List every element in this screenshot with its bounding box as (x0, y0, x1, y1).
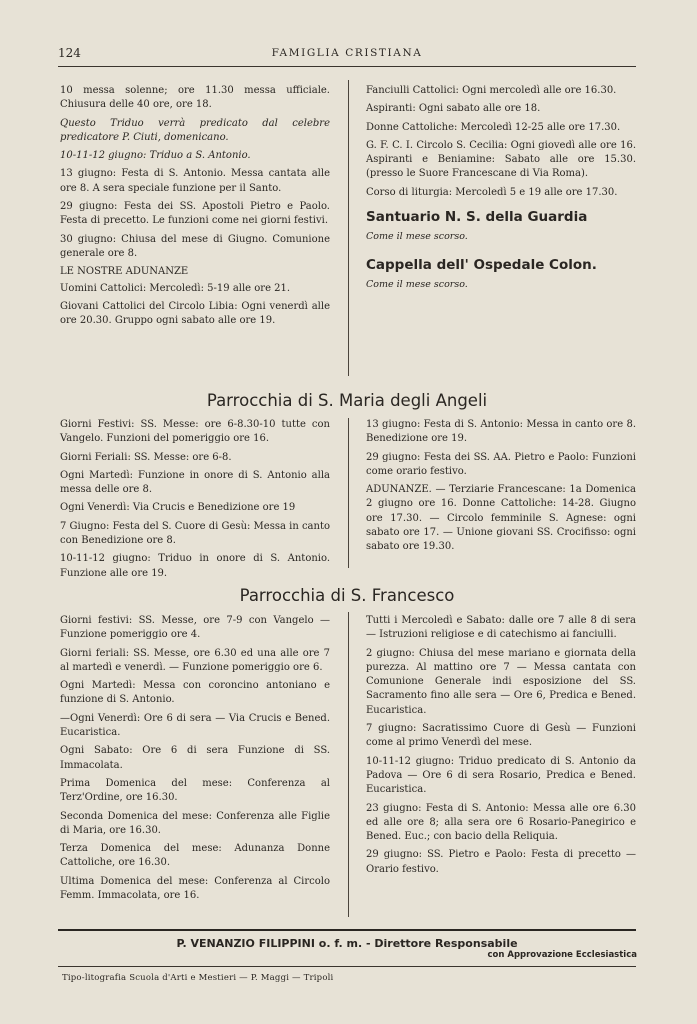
paragraph: Donne Cattoliche: Mercoledì 12-25 alle ore 17.30. (366, 121, 621, 133)
paragraph: Questo Triduo verrà predicato dal celebre predicatore P. Ciuti, domenicano. (60, 117, 330, 143)
paragraph: Seconda Domenica del mese: Conferenza alle Figlie di Maria, ore 16.30. (60, 810, 330, 836)
column-divider (348, 418, 349, 568)
section1-right-column (366, 84, 636, 293)
printer-line: Tipo-litografia Scuola d'Arti e Mestieri — P. Maggi — Tripoli (62, 973, 334, 983)
section1-left-column (60, 84, 330, 332)
paragraph: 10-11-12 giugno: Triduo a S. Antonio. (60, 150, 251, 162)
paragraph: 23 giugno: Festa di S. Antonio: Messa alle ore 6.30 ed alle ore 8; alla sera ore 6 Rosario-Panegirico e Bened. Euc.; con bacio della Reliquia. (366, 802, 636, 843)
paragraph: Corso di liturgia: Mercoledì 5 e 19 alle ore 17.30. (366, 186, 618, 198)
paragraph: Ogni Martedì: Funzione in onore di S. Antonio alla messa delle ore 8. (60, 469, 330, 496)
paragraph: Prima Domenica del mese: Conferenza al Terz'Ordine, ore 16.30. (60, 777, 330, 804)
column-divider (348, 80, 349, 376)
section3-left-column (60, 614, 330, 907)
paragraph: Giorni festivi: SS. Messe, ore 7-9 con Vangelo — Funzione pomeriggio ore 4. (60, 615, 330, 641)
paragraph: Giorni feriali: SS. Messe, ore 6.30 ed una alle ore 7 al martedì e venerdì. — Funzione pomeriggio ore 6. (60, 647, 330, 673)
approval-line: con Approvazione Ecclesiastica (487, 950, 637, 960)
paragraph: 13 giugno: Festa di S. Antonio. Messa cantata alle ore 8. A sera speciale funzione per il Santo. (60, 168, 330, 194)
paragraph: Aspiranti: Ogni sabato alle ore 18. (366, 103, 541, 115)
paragraph: Ultima Domenica del mese: Conferenza al Circolo Femm. Immacolata, ore 16. (60, 875, 330, 902)
paragraph: Giorni Festivi: SS. Messe: ore 6-8.30-10 tutte con Vangelo. Funzioni del pomeriggio ore 16. (60, 419, 330, 445)
paragraph: 10-11-12 giugno: Triduo predicato di S. Antonio da Padova — Ore 6 di sera Rosario, Predica e Bened. Eucaristica. (366, 755, 636, 796)
paragraph: Ogni Sabato: Ore 6 di sera Funzione di SS. Immacolata. (60, 745, 330, 771)
section2-right-column (366, 418, 636, 559)
cappella-heading: Cappella dell' Ospedale Colon. (366, 257, 597, 274)
paragraph: Ogni Venerdì: Via Crucis e Benedizione ore 19 (60, 502, 296, 514)
cappella-note: Come il mese scorso. (366, 279, 468, 291)
paragraph: Tutti i Mercoledì e Sabato: dalle ore 7 alle 8 di sera — Istruzioni religiose e di catechismo ai fanciulli. (366, 615, 636, 641)
paragraph: —Ogni Venerdì: Ore 6 di sera — Via Crucis e Bened. Eucaristica. (60, 712, 330, 739)
paragraph: 29 giugno: Festa dei SS. Apostoli Pietro e Paolo. Festa di precetto. Le funzioni come nei giorni festivi. (60, 201, 330, 227)
subheading: LE NOSTRE ADUNANZE (60, 266, 189, 278)
paragraph: Giorni Feriali: SS. Messe: ore 6-8. (60, 451, 232, 463)
column-divider (348, 612, 349, 917)
paragraph: 10-11-12 giugno: Triduo in onore di S. Antonio. Funzione alle ore 19. (60, 553, 330, 579)
paragraph: Fanciulli Cattolici: Ogni mercoledì alle ore 16.30. (366, 85, 617, 96)
section2-title: Parrocchia di S. Maria degli Angeli (206, 391, 488, 410)
footer-rule (58, 929, 636, 931)
paragraph: 2 giugno: Chiusa del mese mariano e giornata della purezza. Al mattino ore 7 — Messa cantata con Comunione Generale indi esposizione del SS. Sacramento fino alle sera — Ore 6, Predica e Bened. Eucaristica. (366, 647, 636, 716)
page-header (58, 46, 636, 62)
director-line: P. VENANZIO FILIPPINI o. f. m. - Direttore Responsabile (176, 937, 518, 950)
section3-title: Parrocchia di S. Francesco (239, 586, 455, 605)
santuario-note: Come il mese scorso. (366, 231, 468, 243)
section2-left-column (60, 418, 330, 585)
section3-right-column (366, 614, 636, 881)
paragraph: 29 giugno: SS. Pietro e Paolo: Festa di precetto — Orario festivo. (366, 849, 636, 875)
paragraph: Giovani Cattolici del Circolo Libia: Ogni venerdì alle ore 20.30. Gruppo ogni sabato alle ore 19. (60, 300, 330, 327)
paragraph: ADUNANZE. — Terziarie Francescane: 1a Domenica 2 giugno ore 16. Donne Cattoliche: 14-28. Giugno ore 17.30. — Circolo femminile S. Agnese: ogni sabato ore 17. — Unione giovani SS. Crocifisso: ogni sabato ore 19.30. (366, 484, 636, 553)
header-rule (58, 66, 636, 67)
paragraph: Terza Domenica del mese: Adunanza Donne Cattoliche, ore 16.30. (60, 843, 330, 869)
printer-rule (58, 966, 636, 967)
paragraph: 29 giugno: Festa dei SS. AA. Pietro e Paolo: Funzioni come orario festivo. (366, 451, 636, 477)
paragraph: Uomini Cattolici: Mercoledì: 5-19 alle ore 21. (60, 282, 291, 294)
magazine-title: FAMIGLIA CRISTIANA (271, 47, 423, 59)
paragraph: 30 giugno: Chiusa del mese di Giugno. Comunione generale ore 8. (60, 233, 330, 259)
paragraph: G. F. C. I. Circolo S. Cecilia: Ogni giovedì alle ore 16. Aspiranti e Beniamine: Sabato alle ore 15.30. (presso le Suore Francescane di Via Roma). (366, 139, 636, 180)
page-number: 124 (58, 46, 81, 60)
paragraph: 13 giugno: Festa di S. Antonio: Messa in canto ore 8. Benedizione ore 19. (366, 419, 636, 445)
santuario-heading: Santuario N. S. della Guardia (366, 209, 588, 226)
paragraph: Ogni Martedì: Messa con coroncino antoniano e funzione di S. Antonio. (60, 680, 330, 706)
paragraph: 7 giugno: Sacratissimo Cuore di Gesù — Funzioni come al primo Venerdì del mese. (366, 723, 636, 749)
paragraph: 7 Giugno: Festa del S. Cuore di Gesù: Messa in canto con Benedizione ore 8. (60, 520, 330, 547)
paragraph: 10 messa solenne; ore 11.30 messa ufficiale. Chiusura delle 40 ore, ore 18. (60, 85, 330, 111)
